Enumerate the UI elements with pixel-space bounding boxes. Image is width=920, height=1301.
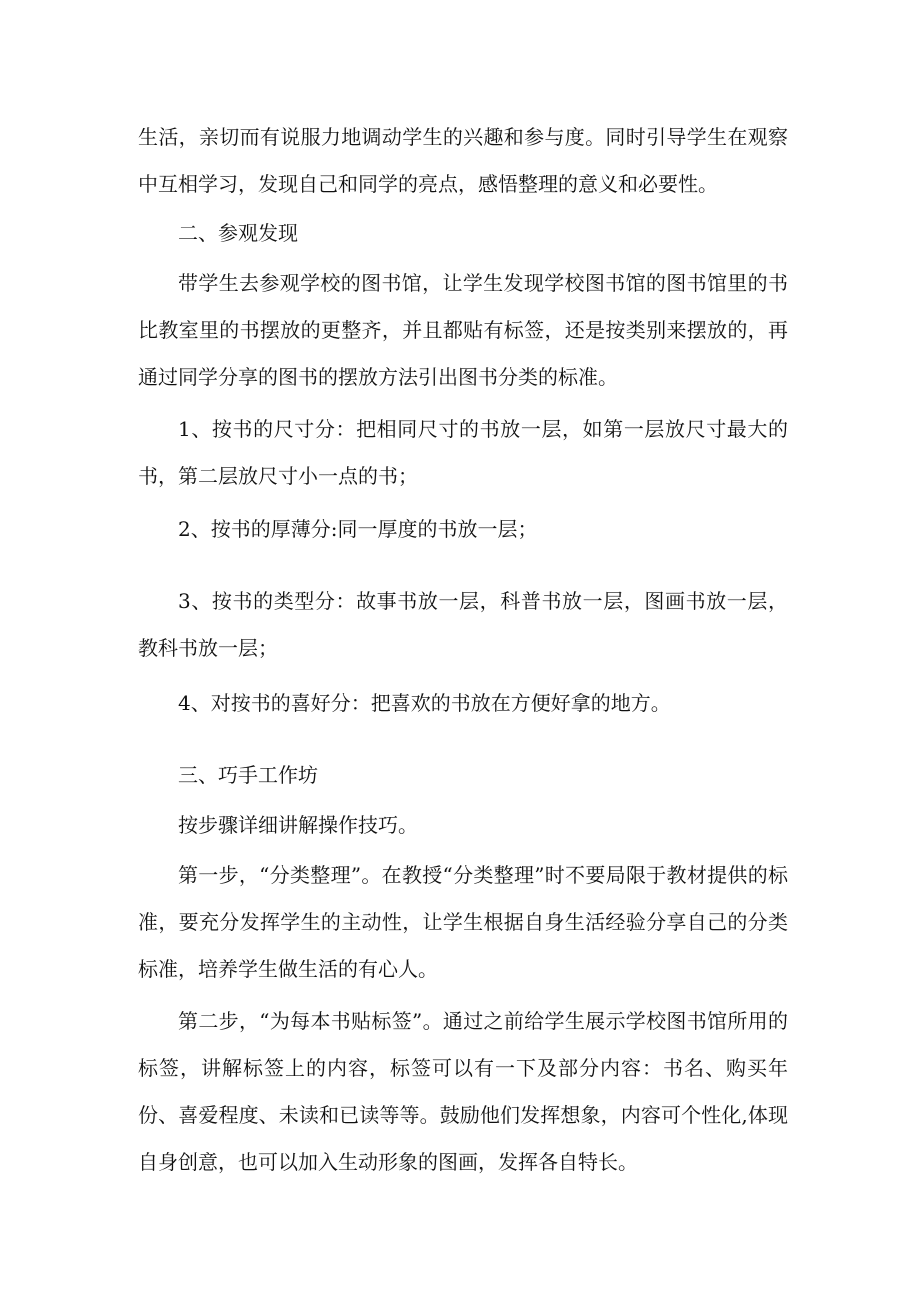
list-item-by-size: 1、按书的尺寸分：把相同尺寸的书放一层，如第一层放尺寸最大的书，第二层放尺寸小一点的书； (138, 417, 788, 488)
paragraph-library-visit: 带学生去参观学校的图书馆，让学生发现学校图书馆的图书馆里的书比教室里的书摆放的更整齐，并且都贴有标签，还是按类别来摆放的，再通过同学分享的图书的摆放方法引出图书分类的标准。 (138, 271, 788, 389)
paragraph-intro-continuation: 生活，亲切而有说服力地调动学生的兴趣和参与度。同时引导学生在观察中互相学习，发现自己和同学的亮点，感悟整理的意义和必要性。 (138, 125, 788, 196)
paragraph-step-two: 第二步，“为每本书贴标签”。通过之前给学生展示学校图书馆所用的标签，讲解标签上的内容，标签可以有一下及部分内容：书名、购买年份、喜爱程度、未读和已读等等。鼓励他们发挥想象，内容可个性化,体现自身创意，也可以加入生动形象的图画，发挥各自特长。 (138, 1009, 788, 1174)
list-item-by-thickness: 2、按书的厚薄分:同一厚度的书放一层； (178, 517, 538, 541)
list-item-by-preference: 4、对按书的喜好分：把喜欢的书放在方便好拿的地方。 (178, 691, 671, 715)
heading-visit-discover: 二、参观发现 (178, 221, 298, 245)
paragraph-step-intro: 按步骤详细讲解操作技巧。 (178, 813, 418, 837)
paragraph-step-one: 第一步，“分类整理”。在教授“分类整理”时不要局限于教材提供的标准，要充分发挥学生的主动性，让学生根据自身生活经验分享自己的分类标准，培养学生做生活的有心人。 (138, 863, 788, 981)
list-item-by-type: 3、按书的类型分：故事书放一层，科普书放一层，图画书放一层，教科书放一层； (138, 589, 788, 660)
heading-craft-workshop: 三、巧手工作坊 (178, 763, 318, 787)
